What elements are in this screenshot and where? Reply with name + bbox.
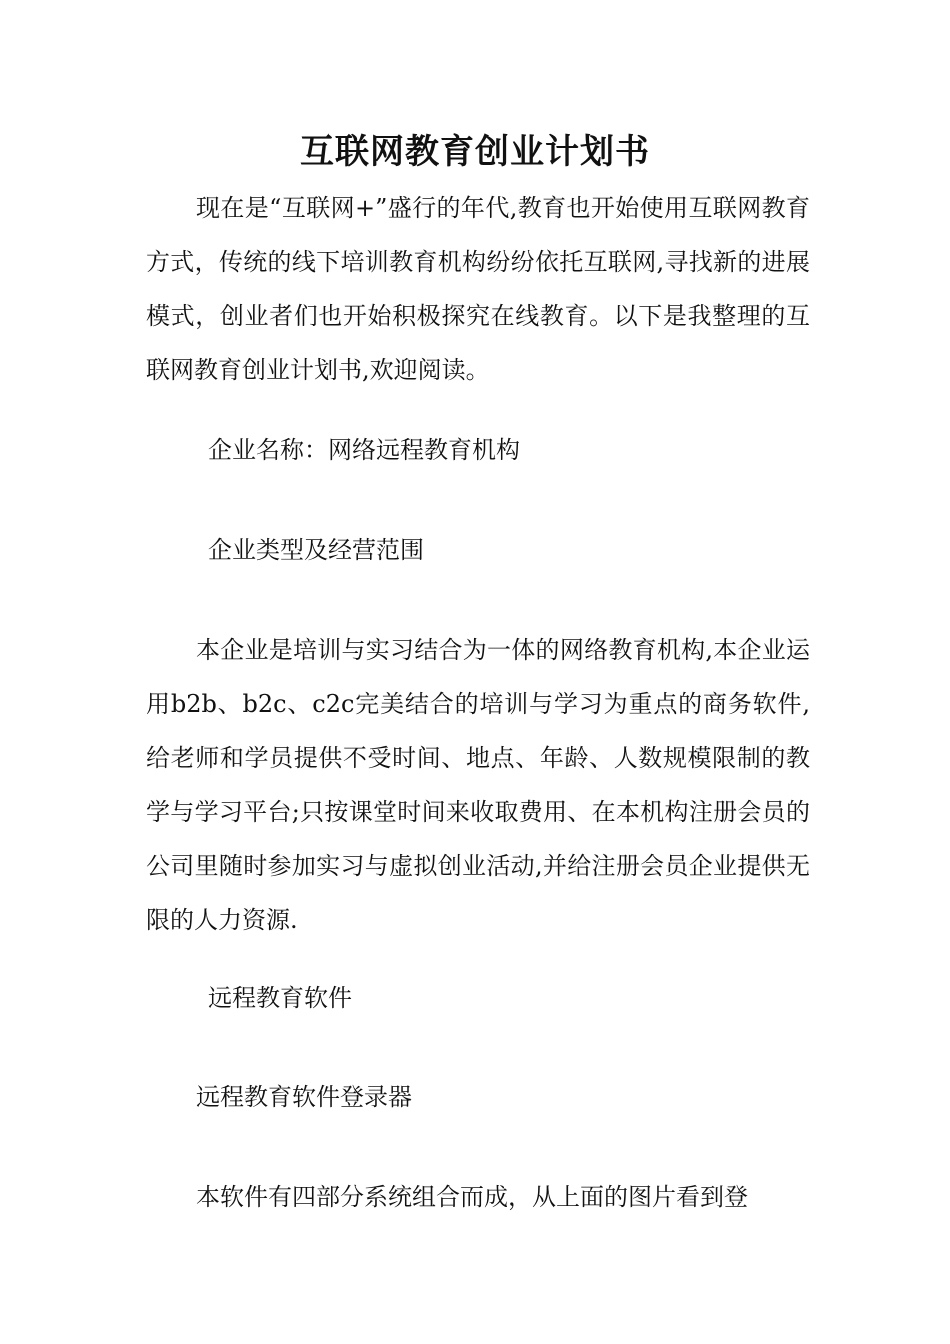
company-type-heading: 企业类型及经营范围 (208, 536, 424, 564)
document-title: 互联网教育创业计划书 (300, 132, 650, 172)
software-login-heading: 远程教育软件登录器 (196, 1083, 412, 1111)
software-description-line: 本软件有四部分系统组合而成，从上面的图片看到登 (196, 1183, 748, 1211)
company-name-line: 企业名称：网络远程教育机构 (208, 436, 520, 464)
intro-paragraph: 现在是“互联网+”盛行的年代,教育也开始使用互联网教育方式，传统的线下培训教育机构纷纷依托互联网,寻找新的进展模式，创业者们也开始积极探究在线教育。以下是我整理的互联网教育创业计划书,欢迎阅读。 (146, 194, 810, 384)
business-scope-paragraph: 本企业是培训与实习结合为一体的网络教育机构,本企业运用b2b、b2c、c2c完美结合的培训与学习为重点的商务软件,给老师和学员提供不受时间、地点、年龄、人数规模限制的教学与学习平台;只按课堂时间来收取费用、在本机构注册会员的公司里随时参加实习与虚拟创业活动,并给注册会员企业提供无限的人力资源. (146, 636, 810, 934)
software-heading: 远程教育软件 (208, 984, 352, 1012)
